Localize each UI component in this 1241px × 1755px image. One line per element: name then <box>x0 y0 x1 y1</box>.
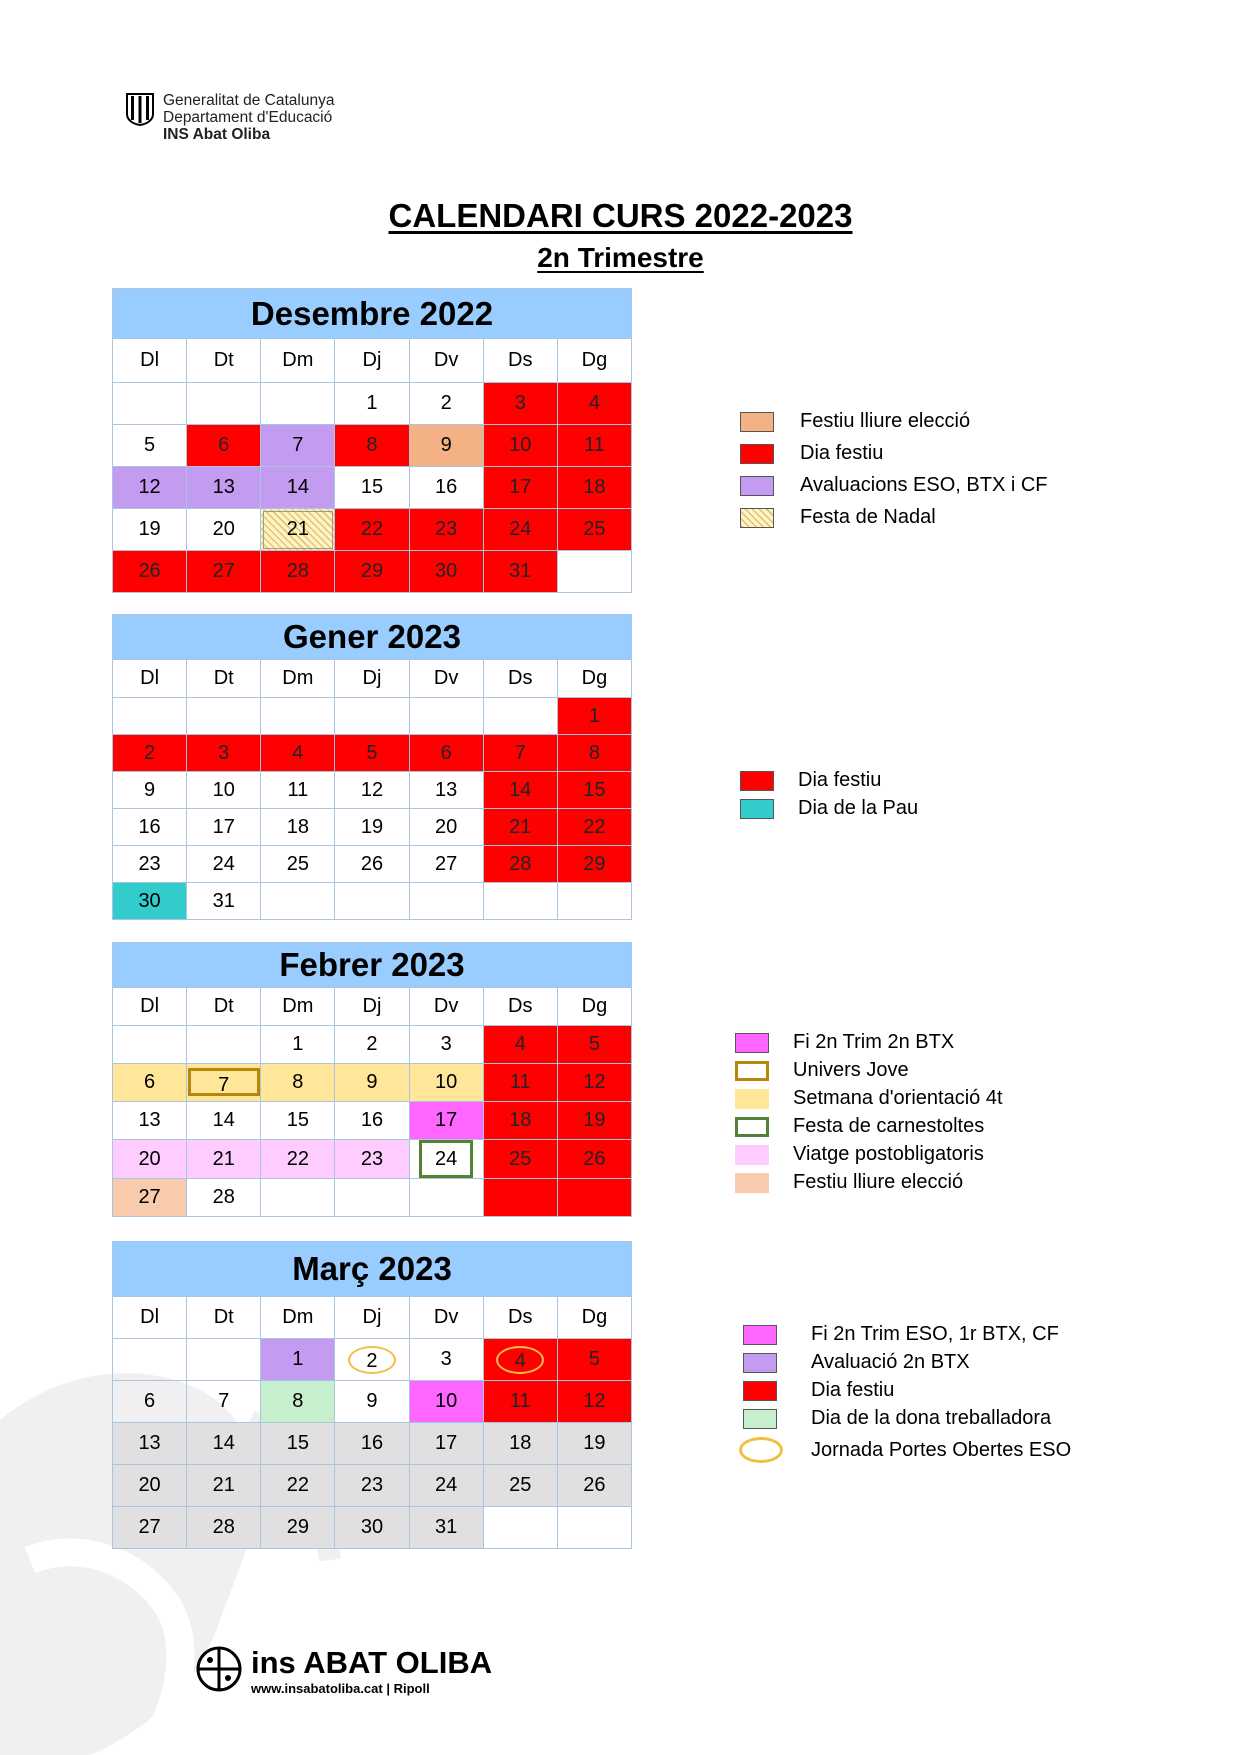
day-cell: 5 <box>557 1339 631 1381</box>
day-cell: 14 <box>261 467 335 509</box>
legend-swatch <box>735 1089 769 1109</box>
day-cell: 27 <box>113 1179 187 1217</box>
week-row <box>113 1507 632 1549</box>
footer-url: www.insabatoliba.cat | Ripoll <box>251 1681 430 1696</box>
day-cell: 17 <box>409 1423 483 1465</box>
legend-swatch <box>740 771 774 791</box>
legend-label: Dia festiu <box>800 442 884 464</box>
calendar-desembre-2022 <box>112 288 632 593</box>
day-cell: 30 <box>113 883 187 920</box>
day-cell: 12 <box>113 467 187 509</box>
weekday-header: Ds <box>483 660 557 698</box>
day-cell: 26 <box>113 551 187 593</box>
day-cell: 30 <box>409 551 483 593</box>
day-cell: 5 <box>113 425 187 467</box>
weekday-header: Dm <box>261 339 335 383</box>
day-cell: 9 <box>409 425 483 467</box>
day-cell: 23 <box>335 1140 409 1179</box>
week-row <box>113 698 632 735</box>
week-row <box>113 425 632 467</box>
day-cell: 31 <box>187 883 261 920</box>
day-cell: 8 <box>261 1064 335 1102</box>
day-cell: 16 <box>335 1102 409 1140</box>
legend-swatch <box>740 444 774 464</box>
day-cell: 3 <box>409 1026 483 1064</box>
day-cell: 6 <box>409 735 483 772</box>
legend-label: Jornada Portes Obertes ESO <box>811 1439 1072 1461</box>
day-cell: 13 <box>409 772 483 809</box>
day-number: 7 <box>188 1068 260 1096</box>
day-cell: 27 <box>113 1507 187 1549</box>
weekday-header: Dv <box>409 339 483 383</box>
day-cell: 7 <box>187 1381 261 1423</box>
legend-swatch <box>735 1117 769 1137</box>
day-cell: 27 <box>409 846 483 883</box>
week-row <box>113 1339 632 1381</box>
weekday-header: Dg <box>557 1297 631 1339</box>
day-cell: 24 <box>483 509 557 551</box>
day-cell <box>113 698 187 735</box>
day-cell: 29 <box>557 846 631 883</box>
legend-label: Dia de la Pau <box>798 797 919 819</box>
day-cell: 9 <box>335 1064 409 1102</box>
day-cell: 18 <box>483 1423 557 1465</box>
day-cell: 15 <box>261 1102 335 1140</box>
day-cell: 17 <box>409 1102 483 1140</box>
day-cell: 24 <box>409 1465 483 1507</box>
day-cell: 26 <box>557 1465 631 1507</box>
day-cell <box>557 1507 631 1549</box>
day-cell: 8 <box>335 425 409 467</box>
day-cell: 2 <box>335 1026 409 1064</box>
legend-swatch <box>740 799 774 819</box>
weekday-header: Ds <box>483 339 557 383</box>
day-cell <box>409 1140 483 1179</box>
day-cell: 11 <box>261 772 335 809</box>
legend-label: Univers Jove <box>793 1059 909 1081</box>
day-cell: 1 <box>557 698 631 735</box>
day-cell <box>261 883 335 920</box>
day-cell: 6 <box>113 1381 187 1423</box>
day-cell: 25 <box>483 1140 557 1179</box>
day-cell: 25 <box>483 1465 557 1507</box>
day-cell <box>113 1026 187 1064</box>
day-cell <box>483 698 557 735</box>
weekday-header: Dj <box>335 988 409 1026</box>
day-cell: 28 <box>187 1179 261 1217</box>
legend-label: Viatge postobligatoris <box>793 1143 984 1165</box>
week-row <box>113 1179 632 1217</box>
day-cell <box>261 1179 335 1217</box>
day-cell <box>483 1339 557 1381</box>
day-cell: 28 <box>187 1507 261 1549</box>
day-cell: 21 <box>261 509 335 551</box>
week-row <box>113 1140 632 1179</box>
day-cell: 8 <box>557 735 631 772</box>
footer <box>195 1645 495 1705</box>
day-cell: 19 <box>335 809 409 846</box>
legend-swatch <box>735 1033 769 1053</box>
day-cell <box>113 1339 187 1381</box>
org-line-1: Generalitat de Catalunya <box>163 92 335 109</box>
weekday-header: Ds <box>483 1297 557 1339</box>
day-cell: 21 <box>483 809 557 846</box>
day-cell: 15 <box>335 467 409 509</box>
day-cell: 4 <box>261 735 335 772</box>
day-cell: 19 <box>557 1102 631 1140</box>
day-cell: 18 <box>261 809 335 846</box>
week-row <box>113 809 632 846</box>
legend-swatch <box>740 412 774 432</box>
weekday-header: Dj <box>335 1297 409 1339</box>
month-title: Desembre 2022 <box>113 289 632 339</box>
weekday-header: Dl <box>113 1297 187 1339</box>
legend-swatch <box>740 508 774 528</box>
calendar-febrer-2023 <box>112 942 632 1217</box>
day-cell: 3 <box>409 1339 483 1381</box>
day-number: 2 <box>348 1346 396 1374</box>
day-cell: 2 <box>409 383 483 425</box>
day-cell <box>483 1179 557 1217</box>
legend-label: Setmana d'orientació 4t <box>793 1087 1003 1109</box>
legend-label: Dia festiu <box>811 1379 895 1401</box>
week-row <box>113 1064 632 1102</box>
day-cell: 18 <box>483 1102 557 1140</box>
legend-label: Fi 2n Trim 2n BTX <box>793 1031 955 1053</box>
week-row <box>113 1381 632 1423</box>
day-cell: 28 <box>483 846 557 883</box>
day-cell: 10 <box>409 1381 483 1423</box>
legend-swatch <box>735 1145 769 1165</box>
day-cell: 30 <box>335 1507 409 1549</box>
day-cell: 21 <box>187 1140 261 1179</box>
day-cell: 23 <box>409 509 483 551</box>
day-cell <box>187 383 261 425</box>
day-cell: 4 <box>483 1026 557 1064</box>
day-cell <box>483 1507 557 1549</box>
week-row <box>113 1465 632 1507</box>
day-cell: 3 <box>483 383 557 425</box>
day-cell: 11 <box>483 1064 557 1102</box>
day-cell <box>335 1339 409 1381</box>
day-cell: 11 <box>557 425 631 467</box>
legend-swatch <box>743 1325 777 1345</box>
legend-label: Fi 2n Trim ESO, 1r BTX, CF <box>811 1323 1059 1345</box>
day-cell: 14 <box>187 1423 261 1465</box>
legend-swatch <box>735 1173 769 1193</box>
day-cell: 15 <box>557 772 631 809</box>
day-cell: 13 <box>113 1102 187 1140</box>
day-cell: 18 <box>557 467 631 509</box>
day-cell: 10 <box>409 1064 483 1102</box>
legend-swatch <box>739 1437 783 1463</box>
day-cell <box>261 698 335 735</box>
footer-school-name: ins ABAT OLIBA <box>251 1645 493 1680</box>
weekday-header: Dt <box>187 660 261 698</box>
day-cell: 5 <box>557 1026 631 1064</box>
legend-label: Festa de Nadal <box>800 506 936 528</box>
calendar-gener-2023 <box>112 614 632 920</box>
day-cell: 25 <box>261 846 335 883</box>
day-cell <box>557 883 631 920</box>
day-cell: 25 <box>557 509 631 551</box>
legend-label: Avaluació 2n BTX <box>811 1351 970 1373</box>
legend-label: Dia festiu <box>798 769 882 791</box>
legend-swatch <box>743 1409 777 1429</box>
day-cell <box>187 1026 261 1064</box>
week-row <box>113 1026 632 1064</box>
day-cell <box>335 698 409 735</box>
day-cell <box>557 551 631 593</box>
org-line-2: Departament d'Educació <box>163 109 333 126</box>
day-cell: 9 <box>335 1381 409 1423</box>
weekday-header: Dl <box>113 988 187 1026</box>
weekday-header: Dm <box>261 988 335 1026</box>
day-cell: 22 <box>335 509 409 551</box>
abat-oliba-logo-icon <box>195 1645 243 1693</box>
day-cell: 7 <box>483 735 557 772</box>
weekday-header: Dm <box>261 1297 335 1339</box>
day-cell: 6 <box>187 425 261 467</box>
day-cell: 2 <box>113 735 187 772</box>
day-cell: 5 <box>335 735 409 772</box>
weekday-header: Dj <box>335 339 409 383</box>
day-cell: 22 <box>261 1465 335 1507</box>
day-number: 24 <box>419 1140 473 1178</box>
day-number: 4 <box>496 1346 544 1374</box>
day-cell: 7 <box>261 425 335 467</box>
weekday-header: Dv <box>409 988 483 1026</box>
legend-swatch <box>743 1381 777 1401</box>
week-row <box>113 1102 632 1140</box>
day-cell <box>261 383 335 425</box>
legend-swatch <box>735 1061 769 1081</box>
day-cell: 13 <box>187 467 261 509</box>
day-cell: 6 <box>113 1064 187 1102</box>
month-title: Març 2023 <box>113 1242 632 1297</box>
day-cell <box>187 1339 261 1381</box>
week-row <box>113 772 632 809</box>
day-cell: 22 <box>261 1140 335 1179</box>
day-cell: 12 <box>557 1064 631 1102</box>
weekday-header: Dg <box>557 988 631 1026</box>
day-cell: 28 <box>261 551 335 593</box>
day-cell <box>113 383 187 425</box>
day-cell: 20 <box>187 509 261 551</box>
day-cell <box>409 698 483 735</box>
day-cell: 17 <box>483 467 557 509</box>
day-cell: 20 <box>409 809 483 846</box>
day-cell: 26 <box>557 1140 631 1179</box>
page-subtitle: 2n Trimestre <box>537 242 704 273</box>
legend-label: Avaluacions ESO, BTX i CF <box>800 474 1048 496</box>
legend-label: Festiu lliure elecció <box>800 410 971 432</box>
day-cell: 3 <box>187 735 261 772</box>
day-cell: 11 <box>483 1381 557 1423</box>
week-row <box>113 509 632 551</box>
day-cell: 1 <box>261 1339 335 1381</box>
day-cell: 22 <box>557 809 631 846</box>
header <box>125 92 525 152</box>
day-cell: 29 <box>335 551 409 593</box>
day-cell: 10 <box>187 772 261 809</box>
day-cell: 16 <box>113 809 187 846</box>
day-cell: 31 <box>409 1507 483 1549</box>
day-cell <box>187 698 261 735</box>
month-title: Gener 2023 <box>113 615 632 660</box>
day-cell: 10 <box>483 425 557 467</box>
day-cell <box>409 1179 483 1217</box>
day-cell: 19 <box>557 1423 631 1465</box>
day-cell <box>335 883 409 920</box>
week-row <box>113 846 632 883</box>
page-title: CALENDARI CURS 2022-2023 <box>388 197 853 234</box>
day-cell: 24 <box>187 846 261 883</box>
week-row <box>113 735 632 772</box>
day-cell: 1 <box>261 1026 335 1064</box>
day-cell <box>335 1179 409 1217</box>
day-cell: 14 <box>187 1102 261 1140</box>
day-cell: 12 <box>557 1381 631 1423</box>
day-cell: 12 <box>335 772 409 809</box>
day-cell: 26 <box>335 846 409 883</box>
day-cell <box>187 1064 261 1102</box>
org-line-3: INS Abat Oliba <box>163 126 271 143</box>
day-cell <box>409 883 483 920</box>
legend-label: Festiu lliure elecció <box>793 1171 964 1193</box>
weekday-header: Dv <box>409 660 483 698</box>
day-cell <box>483 883 557 920</box>
week-row <box>113 383 632 425</box>
day-cell: 21 <box>187 1465 261 1507</box>
legend-label: Festa de carnestoltes <box>793 1115 985 1137</box>
day-cell: 14 <box>483 772 557 809</box>
legend-swatch <box>740 476 774 496</box>
week-row <box>113 1423 632 1465</box>
legend-label: Dia de la dona treballadora <box>811 1407 1052 1429</box>
weekday-header: Dl <box>113 339 187 383</box>
weekday-header: Dt <box>187 339 261 383</box>
day-cell: 16 <box>335 1423 409 1465</box>
day-cell: 9 <box>113 772 187 809</box>
day-cell: 27 <box>187 551 261 593</box>
week-row <box>113 551 632 593</box>
weekday-header: Dl <box>113 660 187 698</box>
day-cell: 13 <box>113 1423 187 1465</box>
legend-swatch <box>743 1353 777 1373</box>
day-cell: 20 <box>113 1465 187 1507</box>
weekday-header: Dg <box>557 660 631 698</box>
day-cell: 23 <box>335 1465 409 1507</box>
day-cell: 15 <box>261 1423 335 1465</box>
day-cell: 1 <box>335 383 409 425</box>
weekday-header: Dg <box>557 339 631 383</box>
week-row <box>113 467 632 509</box>
day-cell: 23 <box>113 846 187 883</box>
calendar-marc-2023 <box>112 1241 632 1549</box>
day-cell: 29 <box>261 1507 335 1549</box>
month-title: Febrer 2023 <box>113 943 632 988</box>
generalitat-emblem-icon <box>125 92 155 126</box>
day-cell <box>557 1179 631 1217</box>
day-cell: 16 <box>409 467 483 509</box>
weekday-header: Dj <box>335 660 409 698</box>
weekday-header: Dt <box>187 988 261 1026</box>
weekday-header: Ds <box>483 988 557 1026</box>
day-cell: 20 <box>113 1140 187 1179</box>
day-cell: 31 <box>483 551 557 593</box>
day-cell: 17 <box>187 809 261 846</box>
weekday-header: Dt <box>187 1297 261 1339</box>
day-cell: 4 <box>557 383 631 425</box>
day-cell: 8 <box>261 1381 335 1423</box>
day-cell: 19 <box>113 509 187 551</box>
week-row <box>113 883 632 920</box>
weekday-header: Dv <box>409 1297 483 1339</box>
weekday-header: Dm <box>261 660 335 698</box>
